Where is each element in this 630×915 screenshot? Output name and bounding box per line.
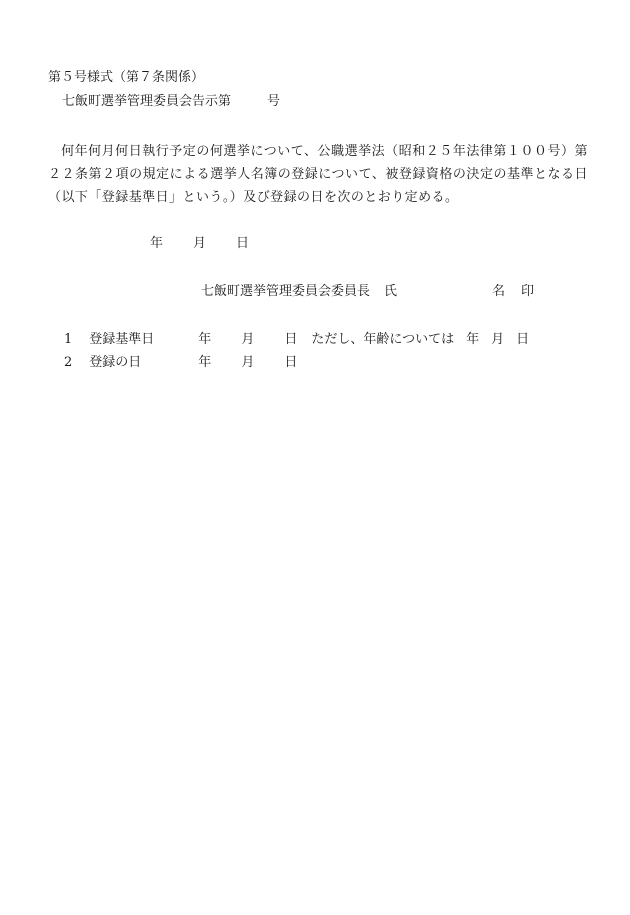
signature-line <box>201 284 534 300</box>
date-line <box>150 236 249 252</box>
signature-title: 七飯町選挙管理委員会委員長 <box>201 284 371 299</box>
signature-seal: 印 <box>521 284 535 299</box>
item-number: 2 <box>64 355 73 370</box>
signature-mei: 名 <box>492 284 506 299</box>
item-label: 登録の日 <box>89 355 142 370</box>
item-registration-base-date <box>64 332 529 348</box>
body-paragraph-text: 何年何月何日執行予定の何選挙について、公職選挙法（昭和２５年法律第１００号）第２２条第２項の規定による選挙人名簿の登録について、被登録資格の決定の基準となる日（以下「登録基準日」という。）及び登録の日を次のとおり定める。 <box>48 144 588 205</box>
body-paragraph <box>48 140 588 209</box>
item-day: 日 <box>284 355 298 370</box>
item-registration-date <box>64 355 297 371</box>
item-note: ただし、年齢については <box>311 332 455 347</box>
notice-header-prefix: 七飯町選挙管理委員会告示第 <box>62 94 232 109</box>
date-month: 月 <box>193 236 207 251</box>
date-day: 日 <box>236 236 250 251</box>
item-note-day: 日 <box>516 332 530 347</box>
item-note-year: 年 <box>466 332 480 347</box>
date-year: 年 <box>150 236 164 251</box>
item-year: 年 <box>198 355 212 370</box>
item-label: 登録基準日 <box>89 332 155 347</box>
notice-header <box>62 94 280 110</box>
item-year: 年 <box>198 332 212 347</box>
notice-header-suffix: 号 <box>267 94 281 109</box>
item-number: 1 <box>64 332 73 347</box>
item-day: 日 <box>284 332 298 347</box>
form-number: 第５号様式（第７条関係） <box>48 70 205 85</box>
item-note-month: 月 <box>491 332 505 347</box>
item-month: 月 <box>241 332 255 347</box>
signature-shi: 氏 <box>384 284 398 299</box>
item-month: 月 <box>241 355 255 370</box>
